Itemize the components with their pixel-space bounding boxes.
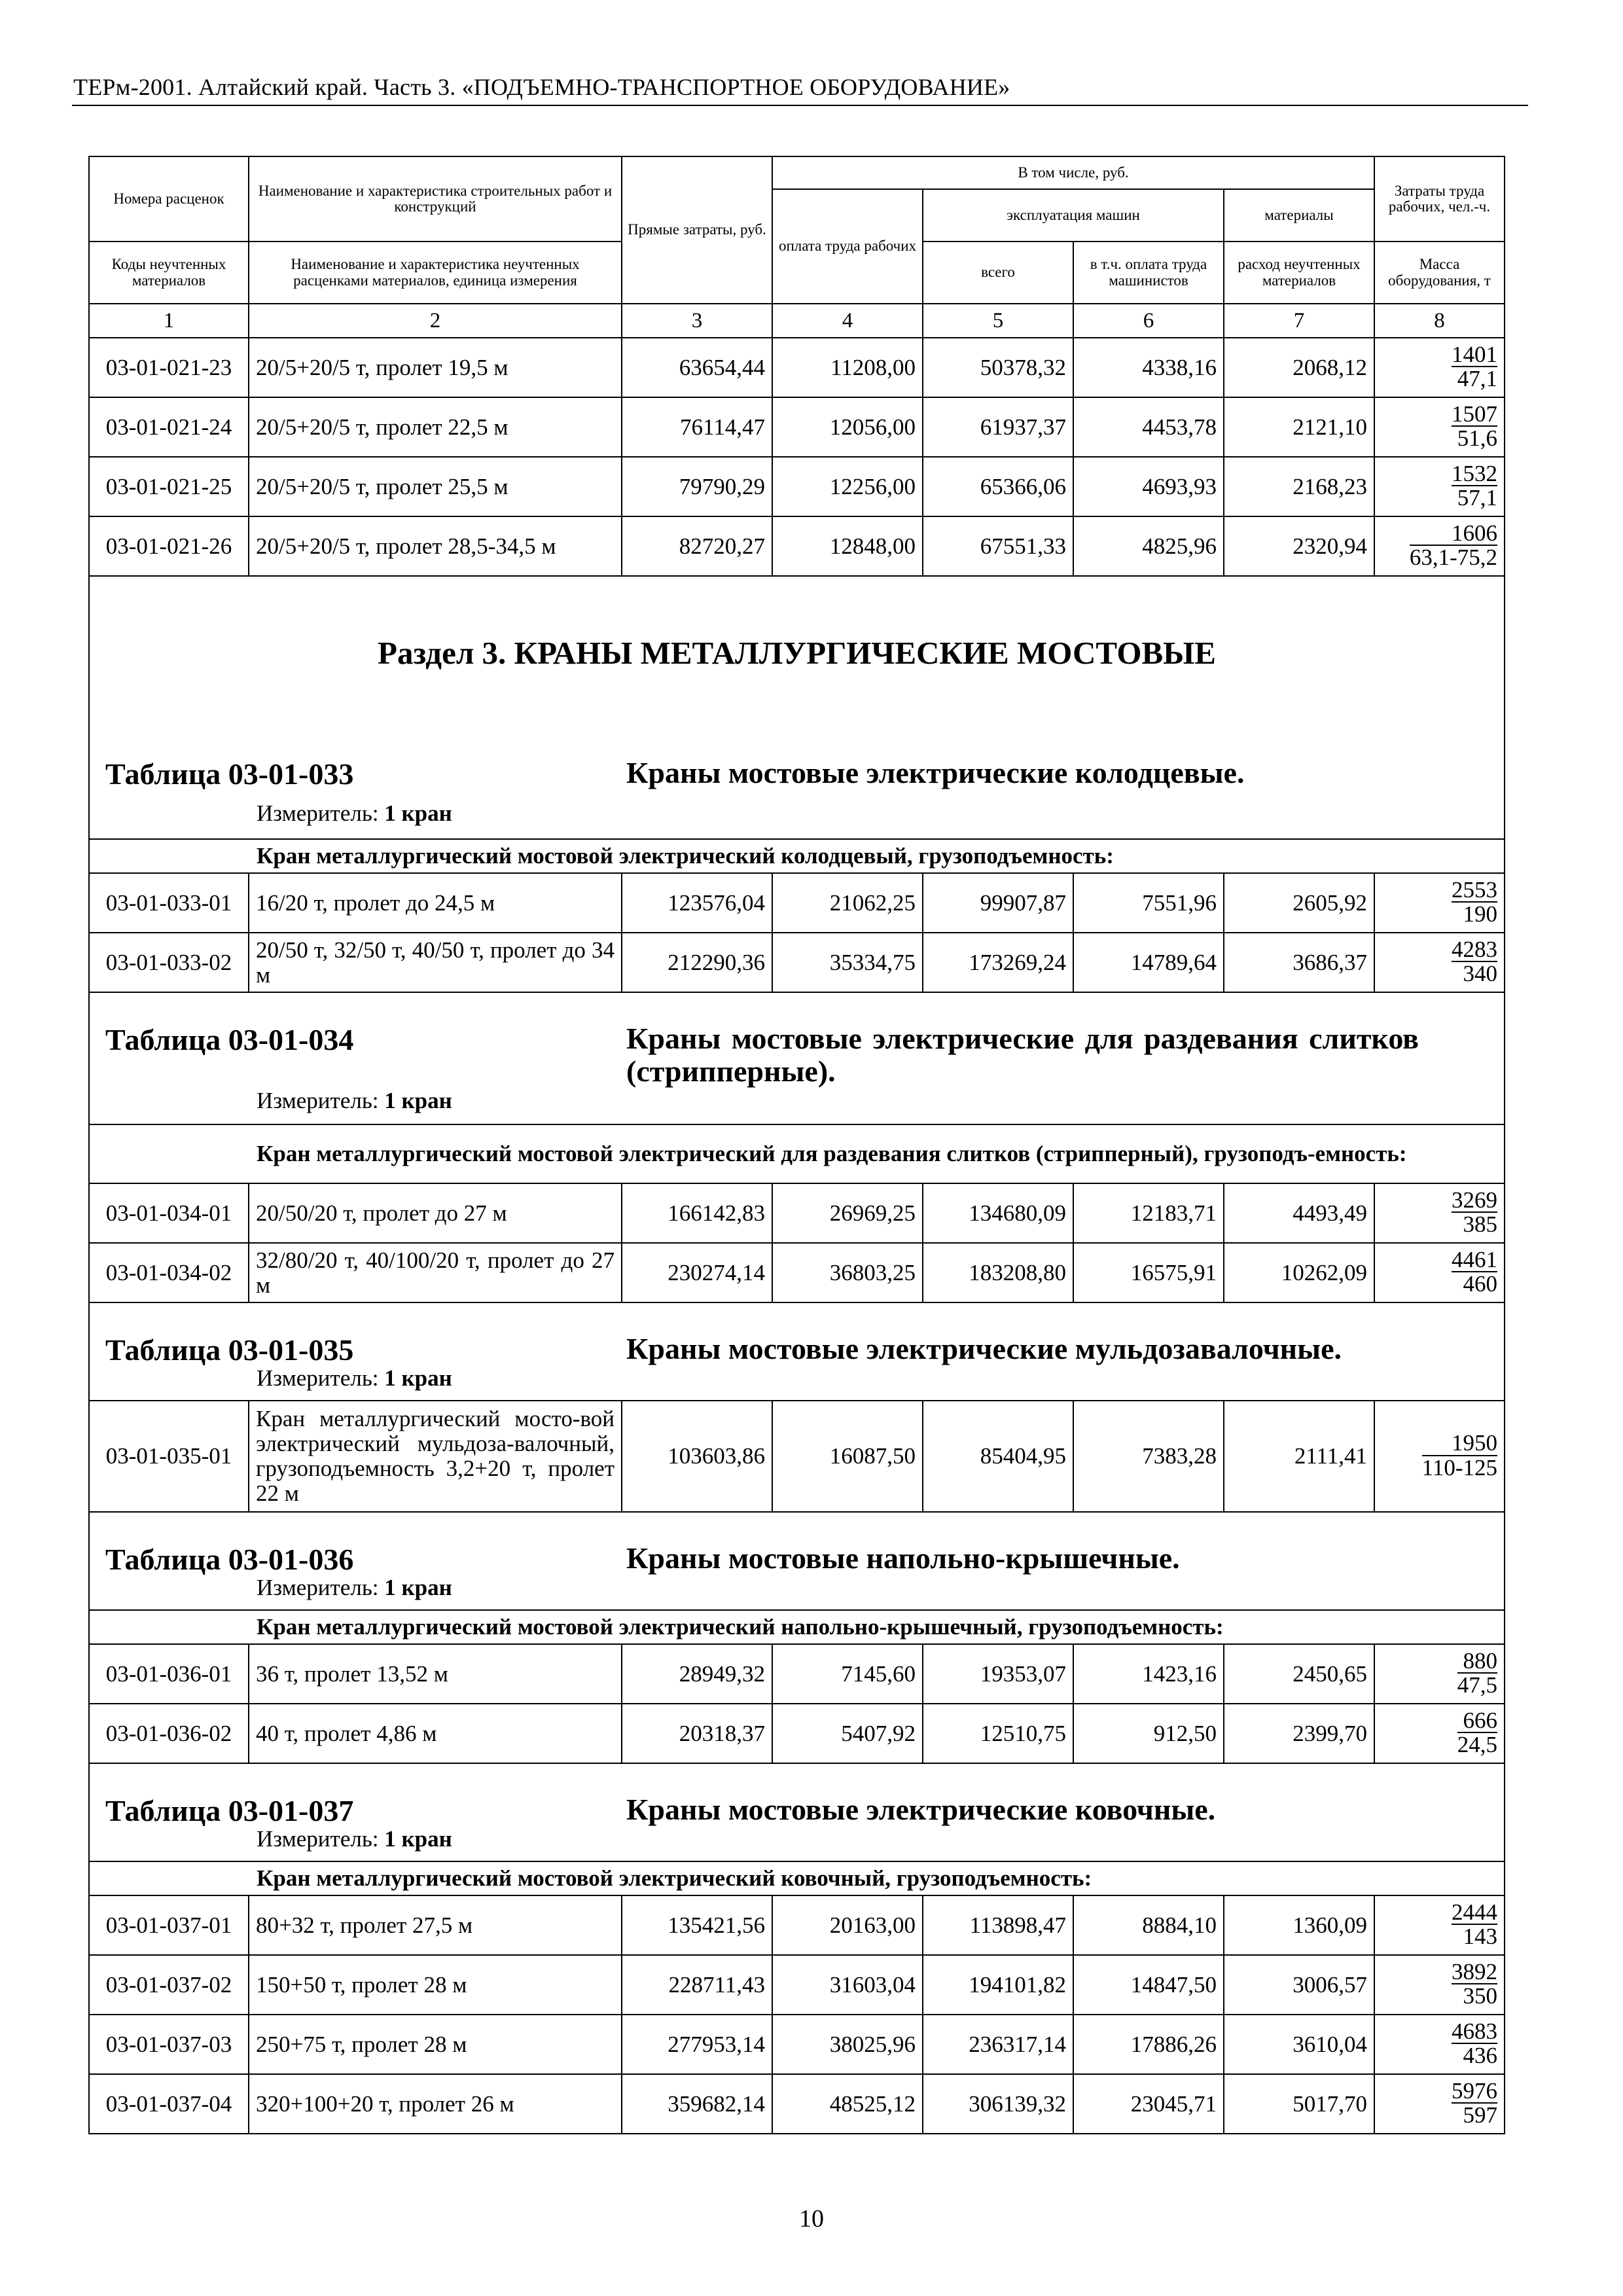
labor-hours: 3892 — [1452, 1958, 1498, 1984]
col-number: 4 — [772, 304, 923, 338]
table-row — [89, 397, 1505, 457]
group-row — [89, 839, 1505, 873]
table-row — [89, 516, 1505, 576]
labor-and-mass — [1374, 457, 1505, 516]
machinist-pay: 4453,78 — [1073, 397, 1224, 457]
measure-label: Измеритель: — [257, 1088, 379, 1113]
materials-cost: 2450,65 — [1224, 1644, 1374, 1704]
materials-cost: 2111,41 — [1224, 1401, 1374, 1512]
rate-code: 03-01-021-23 — [89, 338, 249, 397]
measure — [257, 1365, 452, 1391]
table-heading — [89, 1302, 1505, 1401]
equipment-mass: 24,5 — [1457, 1732, 1498, 1758]
materials-cost: 3686,37 — [1224, 933, 1374, 992]
machines-total: 65366,06 — [923, 457, 1073, 516]
labor-hours: 5976 — [1452, 2077, 1498, 2104]
fraction — [1452, 2020, 1497, 2068]
rate-code: 03-01-036-02 — [89, 1704, 249, 1763]
labor-and-mass — [1374, 873, 1505, 933]
machinist-pay: 4693,93 — [1073, 457, 1224, 516]
machinist-pay: 4338,16 — [1073, 338, 1224, 397]
table-number: Таблица 03-01-036 — [105, 1543, 354, 1576]
fraction — [1457, 1709, 1497, 1757]
measure — [257, 1826, 452, 1852]
col-number: 8 — [1374, 304, 1505, 338]
section-row — [89, 576, 1505, 839]
fraction — [1452, 938, 1497, 986]
rate-code: 03-01-036-01 — [89, 1644, 249, 1704]
machinist-pay: 912,50 — [1073, 1704, 1224, 1763]
measure — [257, 800, 452, 827]
materials-cost: 3006,57 — [1224, 1955, 1374, 2015]
machines-total: 236317,14 — [923, 2015, 1073, 2074]
labor-and-mass — [1374, 1644, 1505, 1704]
materials-cost: 2068,12 — [1224, 338, 1374, 397]
measure-unit: 1 кран — [384, 1088, 452, 1113]
col-number: 6 — [1073, 304, 1224, 338]
rate-code: 03-01-021-24 — [89, 397, 249, 457]
machines-total: 61937,37 — [923, 397, 1073, 457]
direct-costs: 76114,47 — [622, 397, 772, 457]
measure-unit: 1 кран — [384, 800, 452, 826]
labor-pay: 38025,96 — [772, 2015, 923, 2074]
machinist-pay: 12183,71 — [1073, 1183, 1224, 1243]
measure — [257, 1575, 452, 1601]
table-title: Краны мостовые электрические для раздевания слитков (стрипперные). — [626, 1022, 1419, 1088]
hdr-direct-costs: Прямые затраты, руб. — [622, 156, 772, 304]
work-name: 20/5+20/5 т, пролет 25,5 м — [249, 457, 622, 516]
labor-hours: 1606 — [1452, 520, 1498, 546]
labor-and-mass — [1374, 2074, 1505, 2134]
work-name: 320+100+20 т, пролет 26 м — [249, 2074, 622, 2134]
labor-pay: 48525,12 — [772, 2074, 923, 2134]
table-title: Краны мостовые электрические мульдозавалочные. — [626, 1332, 1342, 1365]
hdr-equipment-mass: Масса оборудования, т — [1374, 242, 1505, 304]
fraction — [1457, 1649, 1497, 1697]
equipment-mass: 190 — [1463, 901, 1498, 927]
labor-hours: 1950 — [1452, 1430, 1498, 1456]
table-row — [89, 1644, 1505, 1704]
table-title: Краны мостовые напольно-крышечные. — [626, 1541, 1180, 1575]
labor-hours: 3269 — [1452, 1187, 1498, 1213]
fraction — [1452, 343, 1497, 391]
labor-hours: 666 — [1463, 1707, 1498, 1733]
labor-and-mass — [1374, 1955, 1505, 2015]
labor-and-mass — [1374, 1401, 1505, 1512]
equipment-mass: 350 — [1463, 1983, 1498, 2009]
direct-costs: 28949,32 — [622, 1644, 772, 1704]
hdr-machinist-pay: в т.ч. оплата труда машинистов — [1073, 242, 1224, 304]
table-heading-row — [89, 992, 1505, 1124]
fraction — [1452, 1960, 1497, 2008]
table-number: Таблица 03-01-037 — [105, 1794, 354, 1827]
materials-cost: 10262,09 — [1224, 1243, 1374, 1302]
section-title: Раздел 3. КРАНЫ МЕТАЛЛУРГИЧЕСКИЕ МОСТОВЫЕ — [378, 635, 1216, 671]
measure-label: Измеритель: — [257, 1365, 379, 1391]
hdr-unaccounted-name: Наименование и характеристика неучтенных расценками материалов, единица измерения — [249, 242, 622, 304]
rate-code: 03-01-037-01 — [89, 1895, 249, 1955]
labor-and-mass — [1374, 933, 1505, 992]
work-name: 20/5+20/5 т, пролет 28,5-34,5 м — [249, 516, 622, 576]
col-number: 7 — [1224, 304, 1374, 338]
labor-pay: 35334,75 — [772, 933, 923, 992]
equipment-mass: 385 — [1463, 1211, 1498, 1238]
equipment-mass: 460 — [1463, 1271, 1498, 1297]
table-heading — [89, 1512, 1505, 1610]
direct-costs: 212290,36 — [622, 933, 772, 992]
labor-pay: 20163,00 — [772, 1895, 923, 1955]
materials-cost: 1360,09 — [1224, 1895, 1374, 1955]
machines-total: 85404,95 — [923, 1401, 1073, 1512]
labor-and-mass — [1374, 1895, 1505, 1955]
labor-pay: 5407,92 — [772, 1704, 923, 1763]
measure-label: Измеритель: — [257, 1575, 379, 1600]
fraction — [1452, 462, 1497, 510]
running-header: ТЕРм-2001. Алтайский край. Часть 3. «ПОДЪЕМНО-ТРАНСПОРТНОЕ ОБОРУДОВАНИЕ» — [73, 74, 1010, 100]
table-heading — [89, 1763, 1505, 1861]
measure-unit: 1 кран — [384, 1365, 452, 1391]
table-number: Таблица 03-01-033 — [105, 757, 354, 791]
measure-label: Измеритель: — [257, 800, 379, 826]
table-heading-row — [89, 1512, 1505, 1610]
materials-cost: 5017,70 — [1224, 2074, 1374, 2134]
machines-total: 99907,87 — [923, 873, 1073, 933]
machinist-pay: 14847,50 — [1073, 1955, 1224, 2015]
table-heading — [89, 992, 1505, 1124]
work-name: 20/5+20/5 т, пролет 22,5 м — [249, 397, 622, 457]
hdr-unaccounted-materials: расход неучтенных материалов — [1224, 242, 1374, 304]
work-name: 40 т, пролет 4,86 м — [249, 1704, 622, 1763]
hdr-machine-operation: эксплуатация машин — [923, 189, 1224, 242]
rate-code: 03-01-034-02 — [89, 1243, 249, 1302]
rate-code: 03-01-021-26 — [89, 516, 249, 576]
labor-and-mass — [1374, 2015, 1505, 2074]
direct-costs: 20318,37 — [622, 1704, 772, 1763]
equipment-mass: 47,5 — [1457, 1672, 1498, 1698]
rate-code: 03-01-021-25 — [89, 457, 249, 516]
labor-hours: 2553 — [1452, 876, 1498, 903]
table-number: Таблица 03-01-034 — [105, 1023, 354, 1056]
table-heading-row — [89, 1763, 1505, 1861]
labor-hours: 1532 — [1452, 460, 1498, 486]
direct-costs: 359682,14 — [622, 2074, 772, 2134]
hdr-labor-pay: оплата труда рабочих — [772, 189, 923, 304]
fraction — [1452, 1248, 1497, 1296]
direct-costs: 166142,83 — [622, 1183, 772, 1243]
page-number: 10 — [799, 2205, 824, 2233]
work-name: 20/50 т, 32/50 т, 40/50 т, пролет до 34 м — [249, 933, 622, 992]
machinist-pay: 4825,96 — [1073, 516, 1224, 576]
labor-pay: 36803,25 — [772, 1243, 923, 1302]
machinist-pay: 17886,26 — [1073, 2015, 1224, 2074]
group-label: Кран металлургический мостовой электрический для раздевания слитков (стрипперный), грузоподъ-емность: — [89, 1124, 1505, 1183]
equipment-mass: 51,6 — [1457, 425, 1498, 452]
machines-total: 183208,80 — [923, 1243, 1073, 1302]
labor-pay: 12056,00 — [772, 397, 923, 457]
direct-costs: 228711,43 — [622, 1955, 772, 2015]
materials-cost: 2605,92 — [1224, 873, 1374, 933]
labor-pay: 26969,25 — [772, 1183, 923, 1243]
section-block — [89, 576, 1505, 839]
labor-hours: 1507 — [1452, 401, 1498, 427]
work-name: 20/50/20 т, пролет до 27 м — [249, 1183, 622, 1243]
equipment-mass: 340 — [1463, 961, 1498, 987]
group-label: Кран металлургический мостовой электрический ковочный, грузоподъемность: — [89, 1861, 1505, 1895]
machinist-pay: 16575,91 — [1073, 1243, 1224, 1302]
work-name: 150+50 т, пролет 28 м — [249, 1955, 622, 2015]
labor-pay: 31603,04 — [772, 1955, 923, 2015]
fraction — [1410, 522, 1497, 569]
measure-unit: 1 кран — [384, 1826, 452, 1852]
work-name: 20/5+20/5 т, пролет 19,5 м — [249, 338, 622, 397]
hdr-labor-costs: Затраты труда рабочих, чел.-ч. — [1374, 156, 1505, 242]
rate-code: 03-01-033-01 — [89, 873, 249, 933]
direct-costs: 103603,86 — [622, 1401, 772, 1512]
hdr-including: В том числе, руб. — [772, 156, 1374, 189]
group-label: Кран металлургический мостовой электрический напольно-крышечный, грузоподъемность: — [89, 1610, 1505, 1644]
machinist-pay: 8884,10 — [1073, 1895, 1224, 1955]
machines-total: 173269,24 — [923, 933, 1073, 992]
fraction — [1422, 1431, 1497, 1479]
labor-and-mass — [1374, 516, 1505, 576]
rate-code: 03-01-035-01 — [89, 1401, 249, 1512]
equipment-mass: 143 — [1463, 1924, 1498, 1950]
col-number: 2 — [249, 304, 622, 338]
table-title: Краны мостовые электрические ковочные. — [626, 1793, 1216, 1826]
rate-code: 03-01-037-02 — [89, 1955, 249, 2015]
machinist-pay: 23045,71 — [1073, 2074, 1224, 2134]
equipment-mass: 57,1 — [1457, 485, 1498, 511]
direct-costs: 82720,27 — [622, 516, 772, 576]
equipment-mass: 110-125 — [1421, 1454, 1498, 1480]
direct-costs: 230274,14 — [622, 1243, 772, 1302]
equipment-mass: 63,1-75,2 — [1409, 545, 1498, 571]
header-rule — [72, 105, 1528, 106]
labor-pay: 12848,00 — [772, 516, 923, 576]
machines-total: 67551,33 — [923, 516, 1073, 576]
col-number: 1 — [89, 304, 249, 338]
rate-code: 03-01-037-03 — [89, 2015, 249, 2074]
measure — [257, 1088, 452, 1114]
machines-total: 134680,09 — [923, 1183, 1073, 1243]
group-label: Кран металлургический мостовой электрический колодцевый, грузоподъемность: — [89, 839, 1505, 873]
hdr-machines-total: всего — [923, 242, 1073, 304]
labor-pay: 7145,60 — [772, 1644, 923, 1704]
group-row — [89, 1861, 1505, 1895]
table-row — [89, 457, 1505, 516]
work-name: Кран металлургический мосто-вой электрический мульдоза-валочный, грузоподъемность 3,2+20 т, пролет 22 м — [249, 1401, 622, 1512]
labor-hours: 4461 — [1452, 1246, 1498, 1272]
machines-total: 19353,07 — [923, 1644, 1073, 1704]
table-row — [89, 1895, 1505, 1955]
group-row — [89, 1610, 1505, 1644]
hdr-work-name: Наименование и характеристика строительных работ и конструкций — [249, 156, 622, 242]
table-row — [89, 1183, 1505, 1243]
hdr-rate-numbers: Номера расценок — [89, 156, 249, 242]
labor-hours: 2444 — [1452, 1899, 1498, 1925]
materials-cost: 2320,94 — [1224, 516, 1374, 576]
labor-and-mass — [1374, 397, 1505, 457]
group-row — [89, 1124, 1505, 1183]
labor-pay: 16087,50 — [772, 1401, 923, 1512]
table-row — [89, 338, 1505, 397]
labor-hours: 4683 — [1452, 2018, 1498, 2044]
work-name: 32/80/20 т, 40/100/20 т, пролет до 27 м — [249, 1243, 622, 1302]
direct-costs: 277953,14 — [622, 2015, 772, 2074]
machinist-pay: 7551,96 — [1073, 873, 1224, 933]
labor-hours: 880 — [1463, 1647, 1498, 1674]
materials-cost: 2168,23 — [1224, 457, 1374, 516]
table-title: Краны мостовые электрические колодцевые. — [626, 756, 1245, 789]
table-row — [89, 2015, 1505, 2074]
labor-and-mass — [1374, 338, 1505, 397]
col-number: 3 — [622, 304, 772, 338]
machinist-pay: 14789,64 — [1073, 933, 1224, 992]
labor-and-mass — [1374, 1243, 1505, 1302]
fraction — [1452, 878, 1497, 926]
labor-hours: 1401 — [1452, 341, 1498, 367]
work-name: 250+75 т, пролет 28 м — [249, 2015, 622, 2074]
table-row — [89, 1243, 1505, 1302]
machines-total: 194101,82 — [923, 1955, 1073, 2015]
direct-costs: 135421,56 — [622, 1895, 772, 1955]
equipment-mass: 47,1 — [1457, 366, 1498, 392]
labor-and-mass — [1374, 1704, 1505, 1763]
rates-table — [88, 156, 1505, 2134]
labor-pay: 12256,00 — [772, 457, 923, 516]
machines-total: 12510,75 — [923, 1704, 1073, 1763]
column-number-row — [89, 304, 1505, 338]
table-number: Таблица 03-01-035 — [105, 1333, 354, 1367]
rate-code: 03-01-034-01 — [89, 1183, 249, 1243]
direct-costs: 123576,04 — [622, 873, 772, 933]
materials-cost: 2121,10 — [1224, 397, 1374, 457]
materials-cost: 4493,49 — [1224, 1183, 1374, 1243]
direct-costs: 79790,29 — [622, 457, 772, 516]
table-row — [89, 933, 1505, 992]
table-row — [89, 873, 1505, 933]
measure-unit: 1 кран — [384, 1575, 452, 1600]
fraction — [1452, 1189, 1497, 1236]
table-row — [89, 2074, 1505, 2134]
materials-cost: 2399,70 — [1224, 1704, 1374, 1763]
work-name: 16/20 т, пролет до 24,5 м — [249, 873, 622, 933]
machinist-pay: 7383,28 — [1073, 1401, 1224, 1512]
hdr-unaccounted-codes: Коды неучтенных материалов — [89, 242, 249, 304]
equipment-mass: 436 — [1463, 2043, 1498, 2069]
machines-total: 306139,32 — [923, 2074, 1073, 2134]
labor-and-mass — [1374, 1183, 1505, 1243]
fraction — [1452, 403, 1497, 450]
labor-hours: 4283 — [1452, 936, 1498, 962]
measure-label: Измеритель: — [257, 1826, 379, 1852]
col-number: 5 — [923, 304, 1073, 338]
labor-pay: 11208,00 — [772, 338, 923, 397]
machinist-pay: 1423,16 — [1073, 1644, 1224, 1704]
rate-code: 03-01-033-02 — [89, 933, 249, 992]
machines-total: 50378,32 — [923, 338, 1073, 397]
table-row — [89, 1704, 1505, 1763]
rate-code: 03-01-037-04 — [89, 2074, 249, 2134]
materials-cost: 3610,04 — [1224, 2015, 1374, 2074]
work-name: 80+32 т, пролет 27,5 м — [249, 1895, 622, 1955]
fraction — [1452, 1901, 1497, 1948]
direct-costs: 63654,44 — [622, 338, 772, 397]
table-row — [89, 1955, 1505, 2015]
table-row — [89, 1401, 1505, 1512]
machines-total: 113898,47 — [923, 1895, 1073, 1955]
work-name: 36 т, пролет 13,52 м — [249, 1644, 622, 1704]
equipment-mass: 597 — [1463, 2102, 1498, 2128]
labor-pay: 21062,25 — [772, 873, 923, 933]
hdr-materials: материалы — [1224, 189, 1374, 242]
table-heading-row — [89, 1302, 1505, 1401]
fraction — [1452, 2079, 1497, 2127]
